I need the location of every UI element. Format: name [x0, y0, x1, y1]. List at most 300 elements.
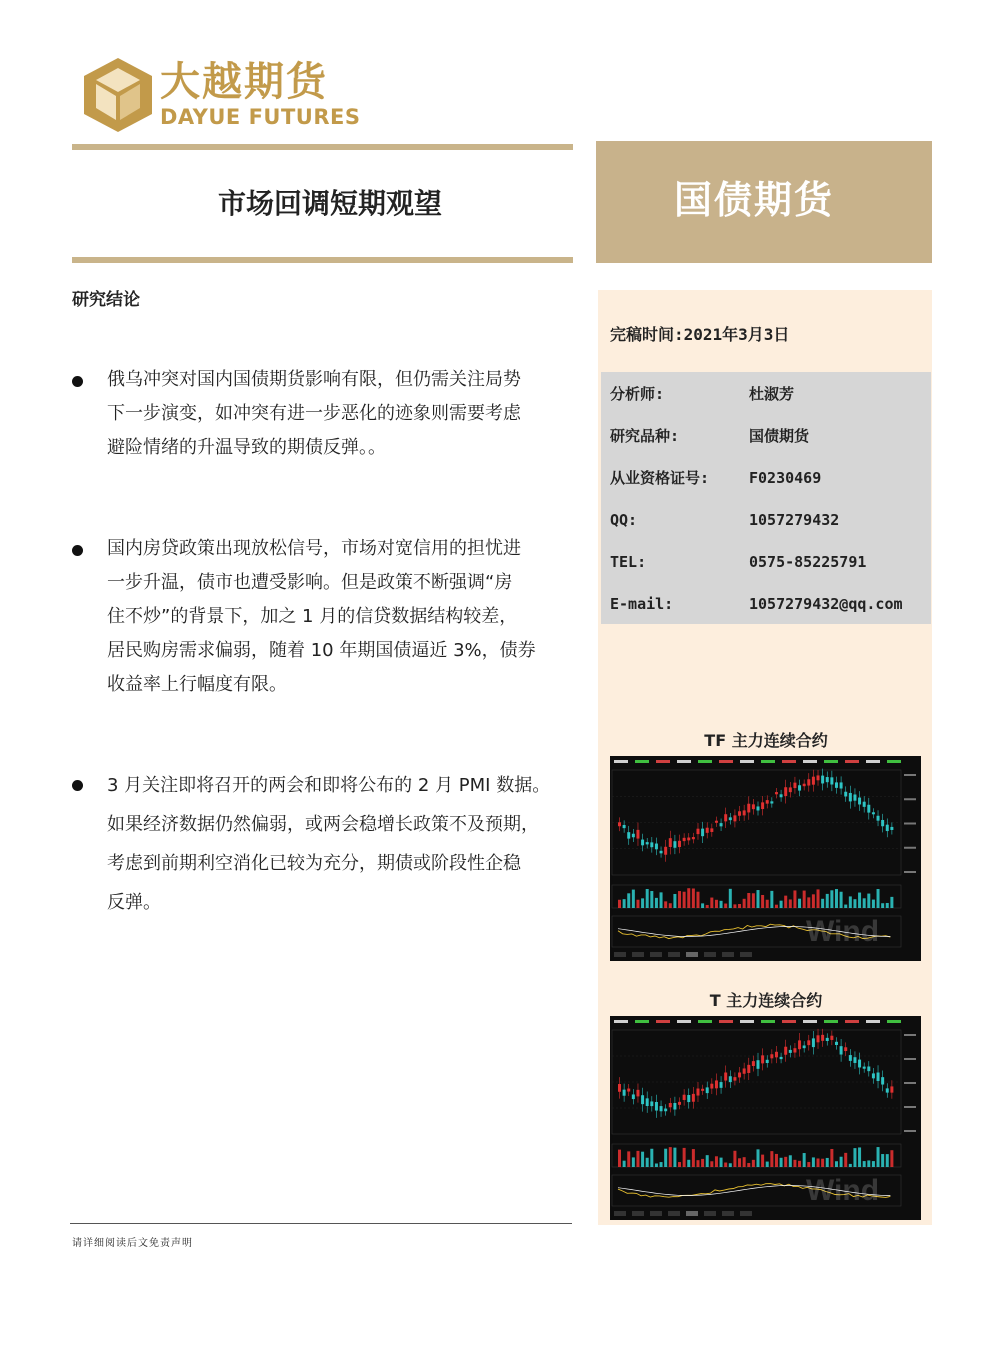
bullet-1-line-1: 俄乌冲突对国内国债期货影响有限，但仍需关注局势 [107, 369, 521, 390]
header-strip-mark [614, 1020, 628, 1023]
bullet-3-line-1: 3 月关注即将召开的两会和即将公布的 2 月 PMI 数据。 [107, 775, 551, 796]
header-strip-mark [677, 760, 691, 763]
volume-bar [798, 899, 801, 908]
chart-image-t [610, 1016, 921, 1220]
candle-body [752, 1061, 755, 1066]
bottom-tab-mark [740, 1211, 752, 1216]
volume-bar [775, 1154, 778, 1167]
candle-body [817, 1035, 820, 1042]
volume-bar [780, 901, 783, 908]
volume-bar [858, 893, 861, 908]
candle-body [738, 811, 741, 815]
axis-tick [904, 1082, 916, 1084]
header-strip-mark [761, 760, 775, 763]
bottom-tab-mark [650, 952, 662, 957]
volume-bar [789, 899, 792, 908]
candle-body [683, 838, 686, 841]
chart-title-tf: TF 主力连续合约 [704, 731, 828, 750]
candle-body [733, 815, 736, 821]
volume-bar [664, 901, 667, 908]
candle-body [807, 1040, 810, 1045]
volume-bar [646, 1158, 649, 1167]
candle-body [826, 777, 829, 782]
candle-body [793, 1048, 796, 1052]
candle-body [817, 775, 820, 780]
candle-body [636, 830, 639, 839]
volume-bar [849, 1164, 852, 1167]
candle-body [627, 1089, 630, 1092]
volume-bar [706, 905, 709, 908]
volume-bar [867, 1160, 870, 1167]
volume-bar [650, 1149, 653, 1167]
header-strip-mark [866, 760, 880, 763]
bullet-3-line-3: 考虑到前期利空消化已较为充分，期债或阶段性企稳 [107, 853, 521, 874]
candle-body [715, 821, 718, 823]
bullet-2-line-5: 收益率上行幅度有限。 [107, 674, 287, 695]
candle-body [641, 840, 644, 846]
volume-bar [729, 1163, 732, 1167]
volume-bar [733, 904, 736, 908]
candle-body [743, 1068, 746, 1073]
volume-bar [683, 892, 686, 908]
candle-body [886, 1088, 889, 1092]
candle-body [729, 817, 732, 820]
volume-bar [803, 1153, 806, 1167]
candle-body [821, 776, 824, 784]
bullet-dot-3 [72, 780, 83, 791]
volume-bar [835, 1161, 838, 1167]
candle-body [641, 1095, 644, 1104]
candle-body [849, 793, 852, 801]
candle-body [720, 1082, 723, 1088]
candle-body [696, 1089, 699, 1096]
bullet-1-line-2: 下一步演变，如冲突有进一步恶化的迹象则需要考虑 [107, 403, 521, 424]
info-value-email[interactable]: 1057279432@qq.com [749, 595, 903, 613]
volume-bar [627, 1151, 630, 1167]
volume-bar [761, 895, 764, 908]
volume-bar [669, 1147, 672, 1167]
volume-bar [826, 894, 829, 908]
header-strip-mark [845, 760, 859, 763]
bottom-tab-mark [722, 1211, 734, 1216]
axis-tick [904, 847, 916, 849]
candle-body [618, 822, 621, 826]
volume-bar [664, 1149, 667, 1167]
candle-body [710, 1084, 713, 1089]
candle-body [724, 1073, 727, 1081]
volume-bar [738, 1158, 741, 1167]
finish-time: 完稿时间:2021年3月3日 [610, 325, 790, 344]
candle-body [863, 802, 866, 807]
volume-bar [673, 894, 676, 908]
volume-bar [766, 900, 769, 908]
volume-bar [844, 1153, 847, 1167]
volume-bar [793, 1160, 796, 1167]
candle-body [664, 1109, 667, 1112]
volume-bar [636, 1151, 639, 1167]
header-strip-mark [698, 760, 712, 763]
volume-bar [830, 890, 833, 908]
candle-body [655, 1102, 658, 1111]
header-strip-mark [719, 760, 733, 763]
info-value-qq: 1057279432 [749, 511, 840, 529]
volume-bar [858, 1147, 861, 1167]
candle-body [872, 1073, 875, 1078]
candle-body [673, 1103, 676, 1110]
volume-bar [770, 1151, 773, 1167]
volume-bar [775, 905, 778, 908]
header-strip-mark [635, 1020, 649, 1023]
volume-bar [766, 1162, 769, 1167]
volume-bar [618, 1150, 621, 1167]
conclusion-heading: 研究结论 [72, 290, 140, 310]
info-value-tel: 0575-85225791 [749, 553, 867, 571]
header-strip-mark [845, 1020, 859, 1023]
footer-disclaimer-note: 请详细阅读后文免责声明 [72, 1238, 193, 1249]
volume-bar [886, 1154, 889, 1167]
volume-bar [826, 1158, 829, 1167]
candle-body [789, 787, 792, 792]
candle-body [830, 777, 833, 784]
header-strip-mark [677, 1020, 691, 1023]
bottom-tab-mark [686, 952, 698, 957]
header-strip-mark [761, 1020, 775, 1023]
candle-body [844, 792, 847, 797]
candle-body [701, 829, 704, 837]
candle-body [821, 1035, 824, 1041]
header-strip-mark [887, 1020, 901, 1023]
candle-body [853, 1057, 856, 1063]
volume-bar [710, 898, 713, 908]
header-strip-mark [740, 760, 754, 763]
candle-body [650, 842, 653, 847]
volume-bar [853, 899, 856, 908]
candle-body [710, 828, 713, 832]
volume-bar [807, 897, 810, 908]
candle-body [757, 1060, 760, 1069]
candle-body [757, 806, 760, 810]
candle-body [780, 1057, 783, 1059]
volume-bar [733, 1151, 736, 1167]
volume-bar [830, 1149, 833, 1167]
candle-body [877, 816, 880, 821]
bottom-tab-mark [632, 1211, 644, 1216]
volume-bar [890, 897, 893, 908]
axis-tick [904, 774, 916, 776]
volume-bar [738, 904, 741, 908]
volume-bar [743, 1157, 746, 1167]
volume-bar [687, 1160, 690, 1167]
bullet-2-line-4: 居民购房需求偏弱，随着 10 年期国债逼近 3%，债券 [107, 640, 536, 661]
candle-body [826, 1038, 829, 1041]
conclusion-bullet-3 [107, 766, 577, 922]
candle-body [798, 1040, 801, 1049]
volume-bar [678, 1162, 681, 1167]
volume-bar [724, 1163, 727, 1167]
info-label-analyst: 分析师: [610, 385, 665, 403]
volume-bar [623, 1161, 626, 1167]
header-strip-mark [887, 760, 901, 763]
info-value-analyst: 杜淑芳 [749, 385, 795, 403]
candle-body [770, 801, 773, 803]
candle-body [867, 805, 870, 813]
volume-bar [641, 1152, 644, 1167]
candle-body [784, 1047, 787, 1055]
header-strip-mark [824, 1020, 838, 1023]
volume-bar [807, 1162, 810, 1167]
chart-title-t: T 主力连续合约 [709, 991, 823, 1010]
candle-body [660, 1106, 663, 1111]
chart-watermark: Wind [806, 915, 880, 948]
candle-body [692, 837, 695, 839]
axis-tick [904, 1106, 916, 1108]
candle-body [872, 812, 875, 814]
volume-bar [757, 1149, 760, 1167]
volume-bar [655, 1163, 658, 1167]
candle-body [632, 1094, 635, 1099]
candle-body [798, 785, 801, 790]
info-label-email: E-mail: [610, 595, 674, 613]
info-value-license: F0230469 [749, 469, 822, 487]
candle-body [807, 779, 810, 785]
volume-bar [784, 896, 787, 908]
volume-bar [881, 1154, 884, 1167]
volume-bar [840, 1157, 843, 1167]
company-logo [78, 54, 158, 136]
header-strip-mark [635, 760, 649, 763]
bottom-tab-mark [632, 952, 644, 957]
bottom-tab-mark [614, 1211, 626, 1216]
candle-body [636, 1090, 639, 1097]
info-label-qq: QQ: [610, 511, 638, 529]
volume-bar [886, 903, 889, 908]
bullet-dot-2 [72, 545, 83, 556]
candle-body [867, 1066, 870, 1071]
candle-body [803, 1045, 806, 1048]
candle-body [881, 820, 884, 826]
volume-bar [710, 1161, 713, 1167]
candle-body [890, 827, 893, 830]
candle-body [844, 1047, 847, 1051]
header-strip-mark [803, 760, 817, 763]
candle-body [646, 842, 649, 844]
volume-bar [696, 892, 699, 908]
candle-body [761, 802, 764, 809]
title-rule-bottom [72, 257, 573, 263]
candle-body [655, 844, 658, 850]
volume-bar [715, 1156, 718, 1167]
volume-bar [803, 891, 806, 908]
candle-body [743, 810, 746, 815]
analyst-info-box [601, 372, 931, 624]
volume-bar [623, 899, 626, 908]
candle-body [692, 1094, 695, 1102]
volume-bar [641, 898, 644, 908]
volume-bar [877, 1147, 880, 1167]
candle-body [678, 1102, 681, 1105]
candle-body [683, 1095, 686, 1100]
bullet-1-line-3: 避险情绪的升温导致的期债反弹。。 [107, 437, 386, 458]
chart-svg-t [610, 1016, 921, 1220]
volume-bar [618, 900, 621, 908]
chart-svg-tf [610, 756, 921, 961]
candle-body [877, 1073, 880, 1081]
bottom-tab-mark [686, 1211, 698, 1216]
volume-bar [687, 888, 690, 908]
header-strip-mark [803, 1020, 817, 1023]
volume-bar [752, 893, 755, 908]
footer-rule [70, 1223, 572, 1224]
candle-body [863, 1067, 866, 1069]
candle-body [623, 1090, 626, 1096]
candle-body [835, 1042, 838, 1045]
candle-body [881, 1077, 884, 1084]
header-strip-mark [782, 1020, 796, 1023]
candle-body [812, 1038, 815, 1047]
candle-body [849, 1055, 852, 1061]
candle-body [724, 814, 727, 821]
bottom-tab-mark [668, 1211, 680, 1216]
volume-bar [683, 1148, 686, 1167]
candle-body [646, 1098, 649, 1106]
info-label-variety: 研究品种: [610, 427, 680, 445]
header-strip-mark [656, 1020, 670, 1023]
volume-bar [793, 890, 796, 908]
bullet-2-line-3: 住不炒”的背景下，加之 1 月的信贷数据结构较差， [107, 606, 518, 627]
volume-bar [660, 1162, 663, 1167]
candle-body [733, 1077, 736, 1080]
candle-body [618, 1084, 621, 1092]
volume-bar [706, 1155, 709, 1167]
candle-body [853, 794, 856, 800]
candle-body [678, 841, 681, 847]
header-strip-mark [740, 1020, 754, 1023]
candle-body [858, 1060, 861, 1068]
volume-bar [715, 900, 718, 908]
volume-bar [632, 890, 635, 908]
candle-body [687, 838, 690, 841]
axis-tick [904, 871, 916, 873]
candle-body [623, 825, 626, 828]
conclusion-bullet-1 [107, 363, 577, 465]
logo-name-en: DAYUE FUTURES [160, 105, 361, 129]
bottom-tab-mark [722, 952, 734, 957]
volume-bar [701, 903, 704, 908]
candle-body [803, 784, 806, 786]
bottom-tab-mark [668, 952, 680, 957]
volume-bar [724, 904, 727, 908]
candle-body [789, 1050, 792, 1053]
header-strip-mark [656, 760, 670, 763]
volume-bar [747, 893, 750, 908]
volume-bar [770, 891, 773, 908]
volume-bar [881, 903, 884, 908]
volume-bar [872, 1161, 875, 1167]
candle-body [858, 798, 861, 805]
volume-bar [798, 1161, 801, 1167]
info-value-variety: 国债期货 [749, 427, 810, 445]
axis-tick [904, 823, 916, 825]
candle-body [701, 1089, 704, 1091]
bullet-dot-1 [72, 376, 83, 387]
volume-bar [789, 1155, 792, 1167]
candle-body [669, 838, 672, 847]
volume-bar [660, 892, 663, 908]
candle-body [669, 1103, 672, 1107]
volume-bar [696, 1160, 699, 1167]
volume-bar [646, 889, 649, 908]
candle-body [793, 783, 796, 788]
info-label-license: 从业资格证号: [610, 469, 710, 487]
axis-tick [904, 798, 916, 800]
candle-body [747, 1065, 750, 1073]
volume-bar [692, 888, 695, 908]
volume-bar [692, 1149, 695, 1167]
volume-bar [835, 889, 838, 908]
bottom-tab-mark [650, 1211, 662, 1216]
volume-bar [757, 890, 760, 908]
info-label-tel: TEL: [610, 553, 647, 571]
candle-body [766, 800, 769, 804]
candle-body [706, 1087, 709, 1093]
volume-bar [821, 1159, 824, 1167]
volume-bar [784, 1157, 787, 1167]
volume-bar [812, 1157, 815, 1167]
candle-body [627, 832, 630, 838]
axis-tick [904, 1058, 916, 1060]
volume-bar [817, 889, 820, 908]
volume-bar [867, 894, 870, 908]
candle-body [775, 1052, 778, 1058]
bullet-3-line-4: 反弹。 [107, 892, 161, 913]
category-label: 国债期货 [673, 178, 834, 222]
volume-bar [890, 1150, 893, 1167]
volume-bar [655, 898, 658, 908]
bullet-2-line-1: 国内房贷政策出现放松信号，市场对宽信用的担忧进 [107, 538, 521, 559]
candle-body [890, 1086, 893, 1092]
candle-body [673, 841, 676, 848]
chart-image-tf [610, 756, 921, 961]
bullet-2-line-2: 一步升温，债市也遭受影响。但是政策不断强调“房 [107, 572, 513, 593]
volume-bar [729, 889, 732, 908]
volume-bar [821, 899, 824, 908]
volume-bar [849, 896, 852, 908]
bottom-tab-mark [704, 1211, 716, 1216]
candle-body [660, 851, 663, 854]
bottom-tab-mark [740, 952, 752, 957]
candle-body [840, 782, 843, 788]
candle-body [650, 1101, 653, 1106]
chart-watermark: Wind [806, 1174, 880, 1207]
candle-body [687, 1095, 690, 1102]
candle-body [840, 1046, 843, 1054]
header-strip-mark [782, 760, 796, 763]
candle-body [752, 804, 755, 809]
candle-body [761, 1055, 764, 1063]
candle-body [766, 1060, 769, 1063]
candle-body [770, 1054, 773, 1058]
candle-body [738, 1072, 741, 1077]
candle-body [812, 777, 815, 785]
volume-bar [650, 891, 653, 908]
candle-body [706, 828, 709, 833]
logo-name-cn: 大越期货 [160, 59, 328, 105]
volume-bar [853, 1148, 856, 1167]
volume-bar [863, 898, 866, 908]
bottom-tab-mark [614, 952, 626, 957]
volume-bar [812, 894, 815, 908]
volume-bar [840, 892, 843, 908]
